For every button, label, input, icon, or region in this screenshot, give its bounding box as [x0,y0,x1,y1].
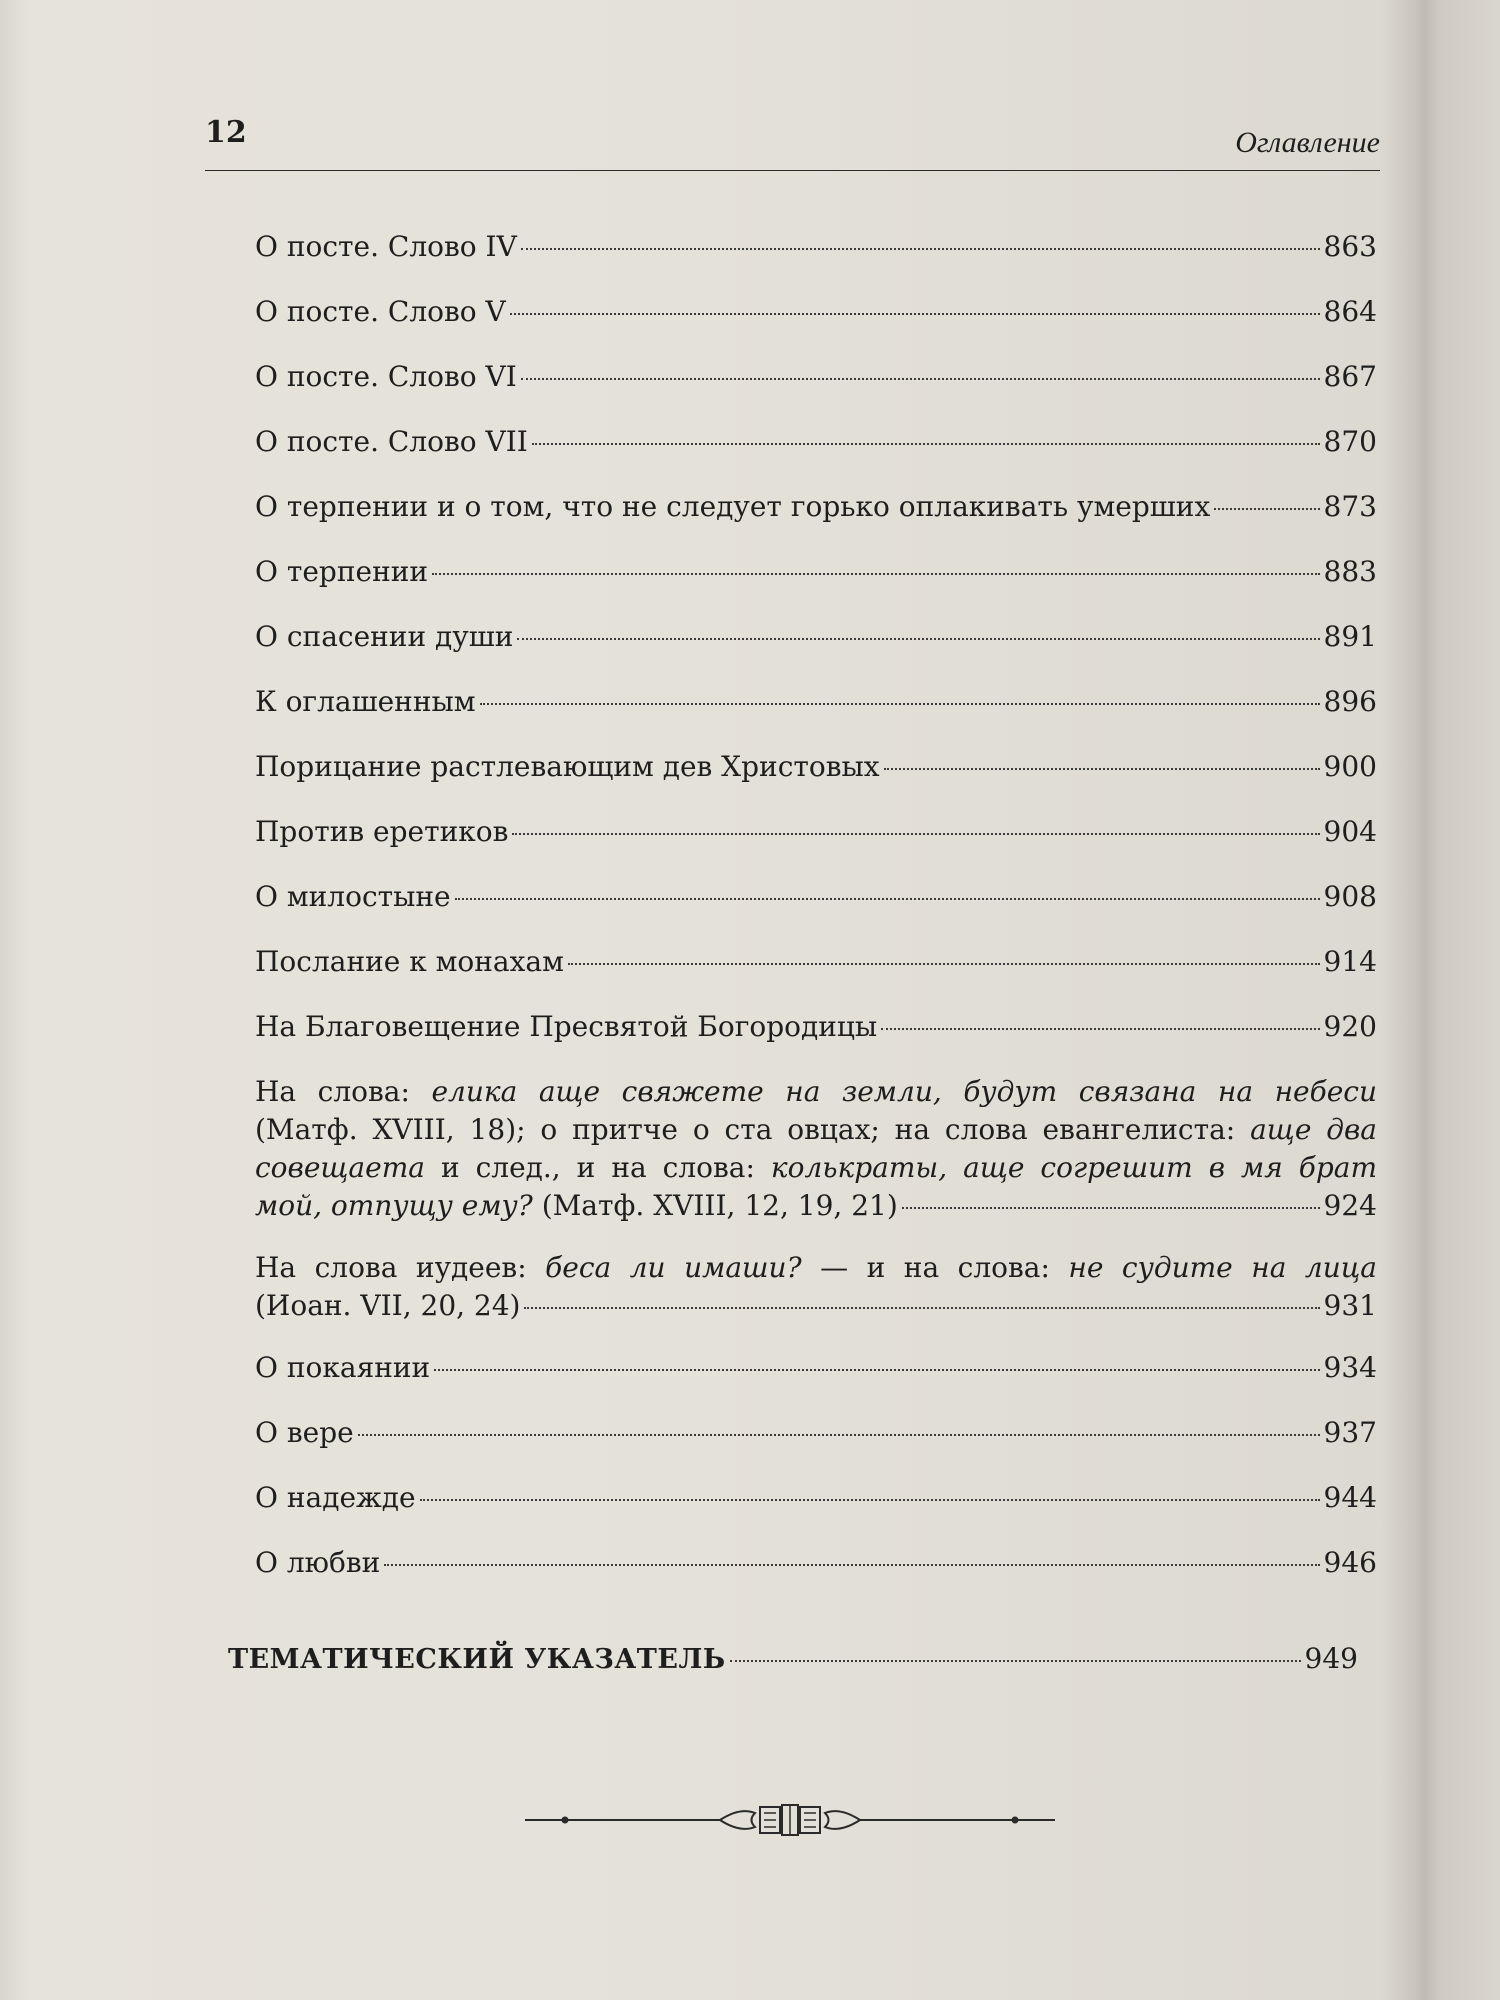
dot-leader [568,963,1320,965]
toc-page-number: 946 [1323,1546,1377,1579]
toc-page-number: 863 [1323,230,1377,263]
dot-leader [730,1660,1301,1662]
toc-entry [255,1008,1377,1073]
toc-entry [255,488,1377,553]
running-head: Оглавление [1235,126,1380,159]
page-number: 12 [205,115,247,150]
toc-entry [255,943,1377,1008]
toc-entry-title: О терпении и о том, что не следует горько оплакивать умерших [255,490,1211,523]
toc-entry [255,358,1377,423]
toc-entry-line: На слова: елика аще свяжете на земли, будут связана на небеси [255,1075,1377,1108]
toc-entry [255,683,1377,748]
toc-entry-line: На слова иудеев: беса ли имаши? — и на слова: не судите на лица [255,1251,1377,1284]
toc-entry-title: Порицание растлевающим дев Христовых [255,750,880,783]
dot-leader [884,768,1320,770]
toc-entry-line: (Матф. XVIII, 18); о притче о ста овцах; на слова евангелиста: аще два [255,1113,1378,1146]
toc-entry [255,748,1377,813]
toc-page-number: 896 [1323,685,1377,718]
dot-leader [358,1434,1320,1436]
toc-entry-title: На Благовещение Пресвятой Богородицы [255,1010,878,1043]
toc-entry [255,553,1377,618]
toc-page-number: 883 [1323,555,1377,588]
toc-entry-multiline-2 [255,1249,1377,1325]
dot-leader [512,833,1319,835]
dot-leader [517,638,1319,640]
toc-page-number: 864 [1323,295,1377,328]
toc-page-number: 920 [1323,1010,1377,1043]
toc-page-number: 944 [1323,1481,1377,1514]
toc-page-number: 949 [1304,1642,1358,1675]
toc-page-number: 900 [1323,750,1377,783]
dot-leader [434,1369,1319,1371]
toc-entry [255,293,1377,358]
toc-entry-title: О спасении души [255,620,514,653]
toc-entry-title: Послание к монахам [255,945,564,978]
toc-entry-title: О покаянии [255,1351,431,1384]
dot-leader [480,703,1320,705]
toc-list [255,228,1377,1073]
dot-leader [521,248,1320,250]
dot-leader [432,573,1319,575]
dot-leader [881,1028,1319,1030]
toc-entry-thematic-index [228,1640,1358,1705]
dot-leader [455,898,1320,900]
toc-entry-line: мой, отпущу ему? (Матф. XVIII, 12, 19, 21) 924 [255,1187,1377,1225]
toc-entry-title: О посте. Слово VII [255,425,528,458]
toc-page-number: 908 [1323,880,1377,913]
toc-entry [255,813,1377,878]
adjacent-page-edge [1424,0,1500,2000]
toc-page-number: 873 [1323,490,1377,523]
toc-page-number: 924 [1323,1189,1377,1222]
toc-entry [255,228,1377,293]
decorative-vignette-icon [520,1795,1060,1845]
toc-page-number: 934 [1323,1351,1377,1384]
toc-entry-title: О посте. Слово IV [255,230,517,263]
toc-entry-title: О милостыне [255,880,451,913]
toc-page-number: 870 [1323,425,1377,458]
toc-page-number: 891 [1323,620,1377,653]
toc-page-number: 904 [1323,815,1377,848]
toc-page-number: 937 [1323,1416,1377,1449]
toc-entry-title: О посте. Слово VI [255,360,517,393]
toc-entry [255,1414,1377,1479]
dot-leader [524,1307,1319,1309]
toc-entry [255,423,1377,488]
toc-entry-line: совещаета и след., и на слова: колькраты, аще согрешит в мя брат [255,1151,1377,1184]
toc-page-number: 931 [1323,1289,1377,1322]
toc-entry-title: О вере [255,1416,354,1449]
header-rule [205,170,1380,171]
toc-entry-multiline-1 [255,1073,1377,1225]
toc-entry-title: О надежде [255,1481,416,1514]
dot-leader [902,1207,1320,1209]
dot-leader [521,378,1320,380]
toc-entry-title: О терпении [255,555,429,588]
toc-entry [255,618,1377,683]
toc-entry-title: О посте. Слово V [255,295,506,328]
dot-leader [420,1499,1320,1501]
toc-entry-line: (Иоан. VII, 20, 24) 931 [255,1287,1377,1325]
toc-page-number: 914 [1323,945,1377,978]
toc-entry [255,878,1377,943]
toc-entry [255,1349,1377,1414]
toc-entry-title: К оглашенным [255,685,476,718]
toc-page-number: 867 [1323,360,1377,393]
dot-leader [532,443,1320,445]
toc-entry [255,1544,1377,1609]
dot-leader [510,313,1320,315]
dot-leader [1214,508,1319,510]
toc-list [255,1349,1377,1609]
dot-leader [384,1564,1319,1566]
toc-entry [255,1479,1377,1544]
table-of-contents [255,228,1377,1609]
toc-entry-title: ТЕМАТИЧЕСКИЙ УКАЗАТЕЛЬ [228,1644,726,1675]
toc-entry-title: О любви [255,1546,381,1579]
toc-entry-title: Против еретиков [255,815,509,848]
